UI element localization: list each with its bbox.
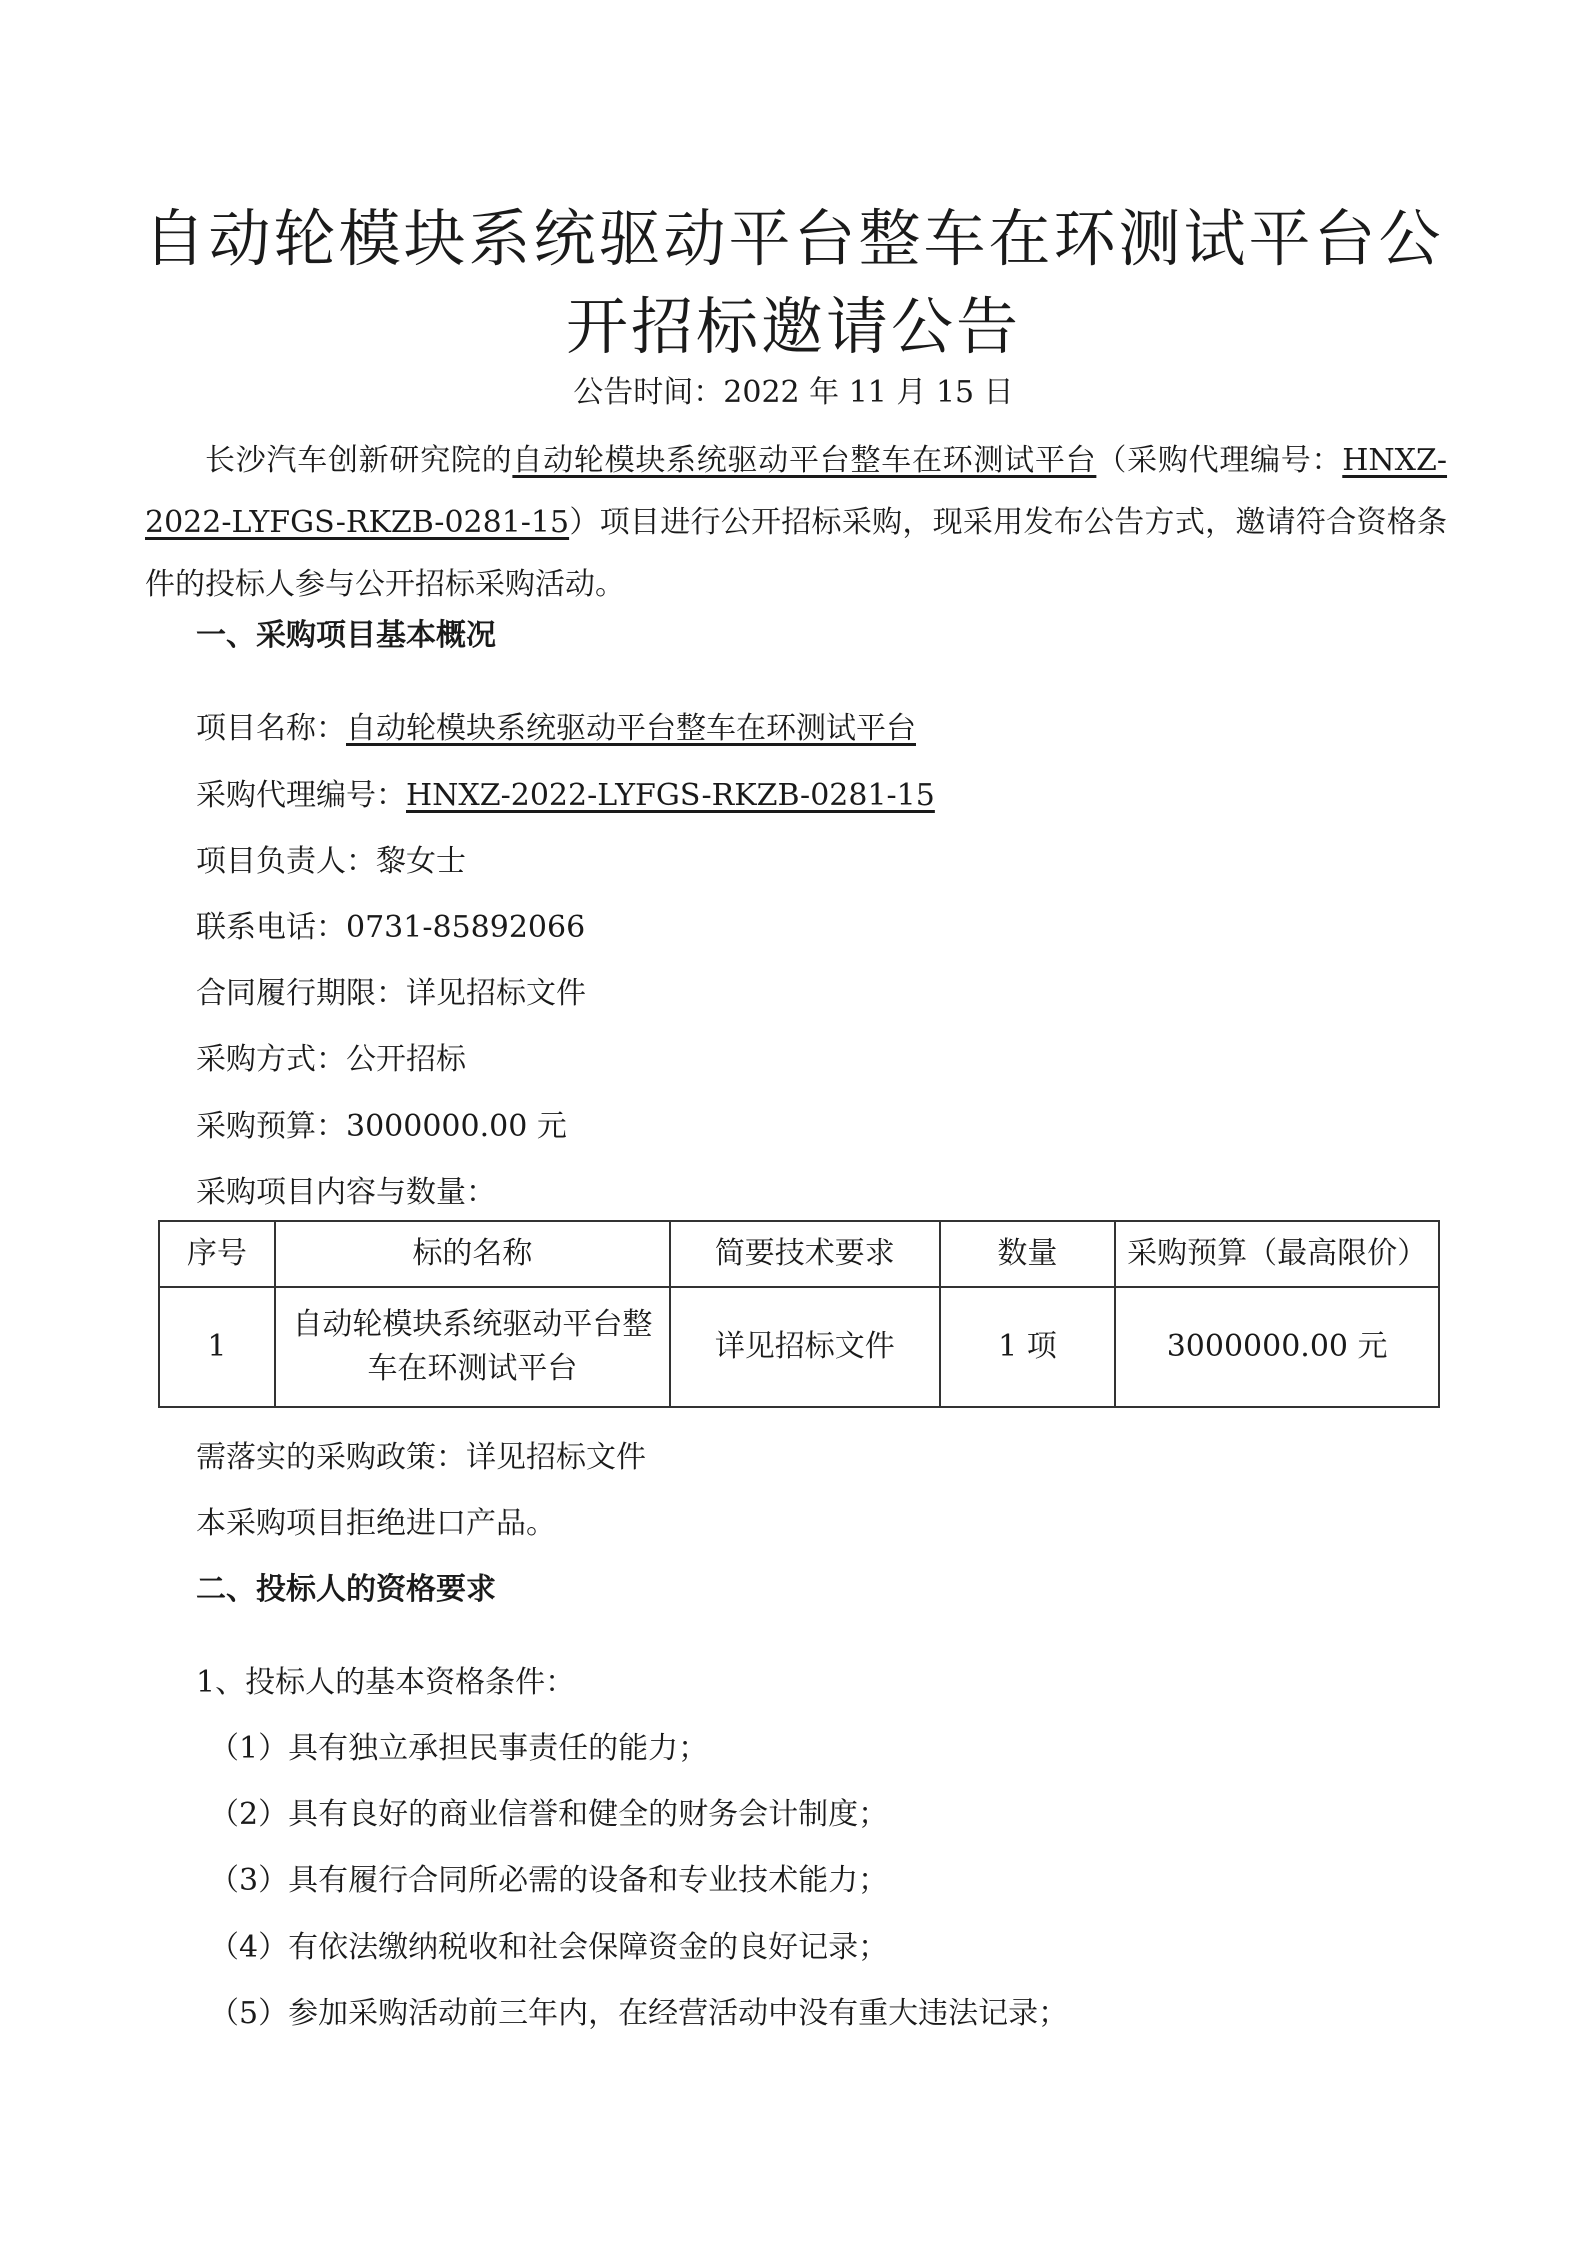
intro-mid: （采购代理编号： [1096, 443, 1343, 478]
intro-agent-code: HNXZ-2022-LYFGS-RKZB-0281-15 [145, 443, 1448, 540]
row-item-name-line1: 自动轮模块系统驱动平台整 [292, 1307, 653, 1342]
intro-project-name: 自动轮模块系统驱动平台整车在环测试平台 [512, 443, 1097, 478]
intro-paragraph [145, 430, 1447, 616]
table-row [159, 1287, 1439, 1407]
procurement-table [158, 1220, 1440, 1408]
header-cell: 数量 [940, 1221, 1116, 1287]
project-manager: 项目负责人：黎女士 [196, 844, 466, 879]
qualification-item: （4）有依法缴纳税收和社会保障资金的良好记录； [209, 1930, 889, 1965]
row-item-name-line2: 车在环测试平台 [367, 1351, 578, 1386]
procurement-policy: 需落实的采购政策：详见招标文件 [196, 1440, 646, 1475]
basic-qualifications: 1、投标人的基本资格条件： [196, 1665, 576, 1700]
project-name-line [196, 708, 916, 750]
qualification-item: （1）具有独立承担民事责任的能力； [209, 1731, 709, 1766]
header-cell: 序号 [159, 1221, 275, 1287]
row-item-name [275, 1287, 670, 1407]
project-name-value: 自动轮模块系统驱动平台整车在环测试平台 [346, 711, 916, 746]
qualification-item: （2）具有良好的商业信誉和健全的财务会计制度； [209, 1797, 889, 1832]
intro-org: 长沙汽车创新研究院的 [205, 443, 513, 478]
row-requirement: 详见招标文件 [670, 1287, 940, 1407]
page-title: 自动轮模块系统驱动平台整车在环测试平台公开招标邀请公告 [143, 202, 1444, 363]
agent-code-label: 采购代理编号： [196, 778, 406, 813]
section1-heading: 一、采购项目基本概况 [196, 618, 496, 653]
procurement-budget: 采购预算：3000000.00 元 [196, 1109, 567, 1144]
agent-code-value: HNXZ-2022-LYFGS-RKZB-0281-15 [406, 778, 935, 813]
procurement-method: 采购方式：公开招标 [196, 1042, 466, 1077]
agent-code-line [196, 775, 935, 817]
row-quantity: 1 项 [940, 1287, 1116, 1407]
content-label: 采购项目内容与数量： [196, 1175, 496, 1210]
header-cell: 标的名称 [275, 1221, 670, 1287]
header-cell: 采购预算（最高限价） [1115, 1221, 1439, 1287]
row-number: 1 [159, 1287, 275, 1407]
qualification-item: （3）具有履行合同所必需的设备和专业技术能力； [209, 1863, 889, 1898]
intro-rest: ）项目进行公开招标采购，现采用发布公告方式，邀请符合资格条件的投标人参与公开招标采购活动。 [145, 505, 1447, 602]
contact-phone: 联系电话：0731-85892066 [196, 910, 586, 945]
section2-heading: 二、投标人的资格要求 [196, 1572, 496, 1607]
no-import-notice: 本采购项目拒绝进口产品。 [196, 1506, 556, 1541]
contract-term: 合同履行期限：详见招标文件 [196, 976, 586, 1011]
project-name-label: 项目名称： [196, 711, 346, 746]
row-budget: 3000000.00 元 [1115, 1287, 1439, 1407]
header-cell: 简要技术要求 [670, 1221, 940, 1287]
table-header-row [159, 1221, 1439, 1287]
announcement-date: 公告时间：2022 年 11 月 15 日 [573, 375, 1014, 410]
qualification-item: （5）参加采购活动前三年内，在经营活动中没有重大违法记录； [209, 1996, 1069, 2031]
